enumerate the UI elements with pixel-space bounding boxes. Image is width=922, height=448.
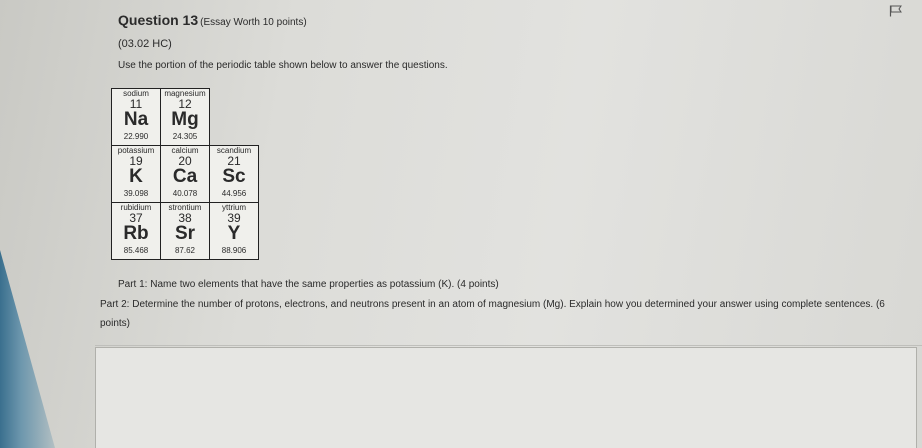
- element-cell-potassium: [111, 145, 161, 203]
- atomic-number: 11: [129, 97, 143, 111]
- question-worth: (Essay Worth 10 points): [200, 17, 307, 28]
- atomic-number: 37: [129, 211, 143, 225]
- atomic-number: 12: [178, 97, 192, 111]
- atomic-number: 20: [178, 154, 192, 168]
- element-symbol: Na: [123, 109, 149, 130]
- question-instruction: Use the portion of the periodic table shown below to answer the questions.: [118, 60, 448, 71]
- atomic-number: 39: [227, 211, 241, 225]
- atomic-mass: 85.468: [123, 246, 149, 255]
- element-name: strontium: [168, 203, 202, 212]
- element-cell-strontium: [160, 202, 210, 260]
- question-part-2: Part 2: Determine the number of protons, electrons, and neutrons present in an atom of magnesium (Mg). Explain how you determined your answer using complete sentences. (6 points): [100, 299, 885, 329]
- atomic-mass: 88.906: [221, 246, 247, 255]
- atomic-mass: 44.956: [221, 189, 247, 198]
- element-name: sodium: [123, 89, 149, 98]
- atomic-mass: 87.62: [174, 246, 196, 255]
- element-symbol: Mg: [171, 109, 199, 130]
- element-name: scandium: [216, 146, 252, 155]
- element-cell-scandium: [209, 145, 259, 203]
- element-symbol: K: [129, 166, 143, 187]
- element-name: magnesium: [164, 89, 206, 98]
- essay-answer-box[interactable]: [95, 347, 917, 448]
- element-cell-calcium: [160, 145, 210, 203]
- desk-edge: [0, 0, 70, 448]
- atomic-number: 21: [227, 154, 241, 168]
- flag-icon[interactable]: [889, 5, 903, 17]
- element-cell-yttrium: [209, 202, 259, 260]
- element-symbol: Ca: [172, 166, 198, 187]
- element-cell-magnesium: [160, 88, 210, 146]
- atomic-mass: 40.078: [172, 189, 198, 198]
- divider: [95, 345, 922, 346]
- atomic-number: 19: [129, 154, 143, 168]
- element-symbol: Sr: [174, 223, 196, 244]
- atomic-mass: 24.305: [172, 132, 198, 141]
- element-symbol: Y: [227, 223, 241, 244]
- question-part-1: Part 1: Name two elements that have the same properties as potassium (K). (4 points): [118, 279, 499, 290]
- question-title: Question 13 (Essay Worth 10 points): [118, 12, 307, 28]
- element-name: calcium: [171, 146, 199, 155]
- atomic-number: 38: [178, 211, 192, 225]
- element-cell-rubidium: [111, 202, 161, 260]
- element-cell-sodium: [111, 88, 161, 146]
- question-code: (03.02 HC): [118, 38, 172, 50]
- element-symbol: Sc: [222, 166, 246, 187]
- element-name: rubidium: [120, 203, 152, 212]
- atomic-mass: 22.990: [123, 132, 149, 141]
- element-name: yttrium: [222, 203, 246, 212]
- element-name: potassium: [117, 146, 155, 155]
- atomic-mass: 39.098: [123, 189, 149, 198]
- element-symbol: Rb: [123, 223, 149, 244]
